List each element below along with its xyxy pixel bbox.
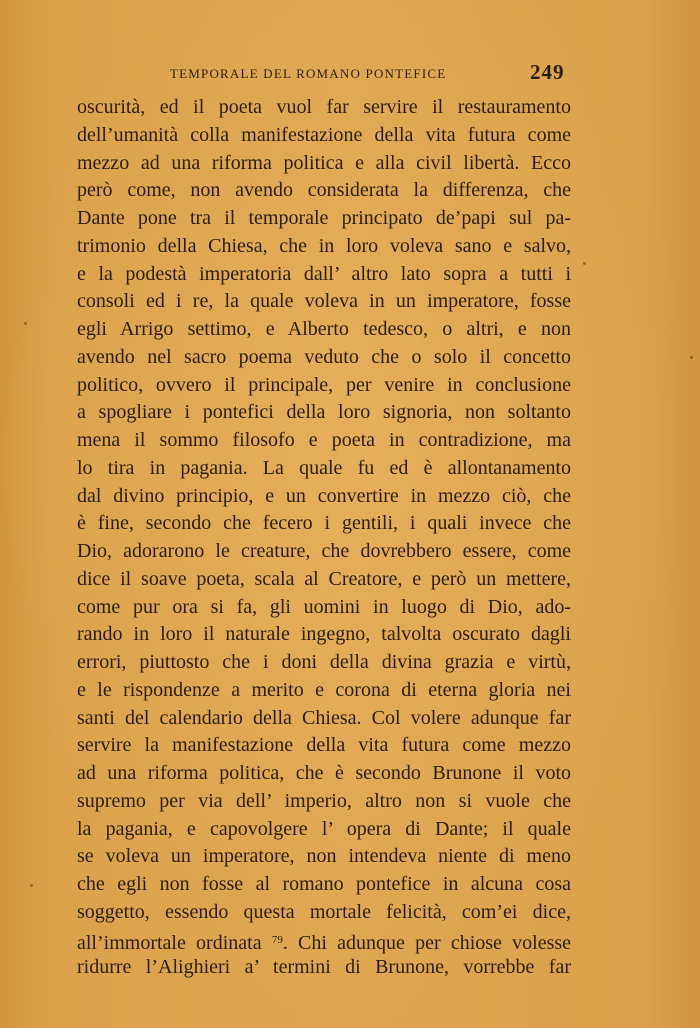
footnote-reference[interactable]: 79 (271, 933, 283, 946)
page-number: 249 (530, 60, 565, 84)
paper-speck (583, 262, 586, 265)
text-line: consoli ed i re, la quale voleva in un imperatore, fosse (77, 290, 571, 313)
text-line: oscurità, ed il poeta vuol far servire il restauramento (77, 96, 571, 118)
text-line: egli Arrigo settimo, e Alberto tedesco, o altri, e non (77, 318, 571, 340)
text-line: mena il sommo filosofo e poeta in contradizione, ma (77, 429, 571, 451)
text-line: trimonio della Chiesa, che in loro voleva sano e salvo, (77, 234, 571, 257)
text-line: mezzo ad una riforma politica e alla civil libertà. Ecco (77, 151, 571, 174)
text-line: però come, non avendo considerata la differenza, che (77, 179, 571, 202)
paper-speck (690, 356, 693, 359)
text-line: politico, ovvero il principale, per venire in conclusione (77, 373, 571, 396)
text-line: la pagania, e capovolgere l’ opera di Dante; il quale (77, 817, 571, 840)
footnote-line-start: all’immortale ordinata (77, 931, 262, 954)
text-line: servire la manifestazione della vita futura come mezzo (77, 734, 571, 757)
text-line: Dio, adorarono le creature, che dovrebbero essere, come (77, 540, 571, 562)
text-line: dell’umanità colla manifestazione della vita futura come (77, 123, 571, 146)
text-line: ridurre l’Alighieri a’ termini di Brunone, vorrebbe far (77, 956, 571, 979)
text-line: se voleva un imperatore, non intendeva niente di meno (77, 845, 571, 868)
text-line: dal divino principio, e un convertire in mezzo ciò, che (77, 484, 571, 507)
running-title: TEMPORALE DEL ROMANO PONTEFICE (170, 66, 447, 81)
text-line: errori, piuttosto che i doni della divina grazia e virtù, (77, 651, 571, 673)
paper-speck (30, 884, 33, 887)
text-line-with-footnote (77, 927, 571, 955)
text-line: rando in loro il naturale ingegno, talvolta oscurato dagli (77, 623, 571, 646)
text-line: come pur ora si fa, gli uomini in luogo di Dio, ado- (77, 595, 571, 618)
text-line: e le rispondenze a merito e corona di eterna gloria nei (77, 678, 571, 701)
page-header (170, 62, 570, 90)
text-line: soggetto, essendo questa mortale felicità, com’ei dice, (77, 900, 571, 923)
footnote-line-end: . Chi adunque per chiose volesse (282, 931, 571, 954)
text-line: dice il soave poeta, scala al Creatore, e però un mettere, (77, 567, 571, 590)
text-line: e la podestà imperatoria dall’ altro lato sopra a tutti i (77, 262, 571, 285)
text-line: ad una riforma politica, che è secondo Brunone il voto (77, 762, 571, 784)
text-line: lo tira in pagania. La quale fu ed è allontanamento (77, 456, 571, 479)
text-line: avendo nel sacro poema veduto che o solo il concetto (77, 345, 571, 368)
paper-speck (24, 322, 27, 325)
text-line: santi del calendario della Chiesa. Col volere adunque far (77, 706, 571, 729)
text-line: supremo per via dell’ imperio, altro non si vuole che (77, 789, 571, 812)
text-line: Dante pone tra il temporale principato de’papi sul pa- (77, 207, 571, 229)
text-line: a spogliare i pontefici della loro signoria, non soltanto (77, 401, 571, 424)
text-line: che egli non fosse al romano pontefice in alcuna cosa (77, 873, 571, 895)
body-text (77, 94, 571, 982)
text-line: è fine, secondo che fecero i gentili, i quali invece che (77, 512, 571, 535)
